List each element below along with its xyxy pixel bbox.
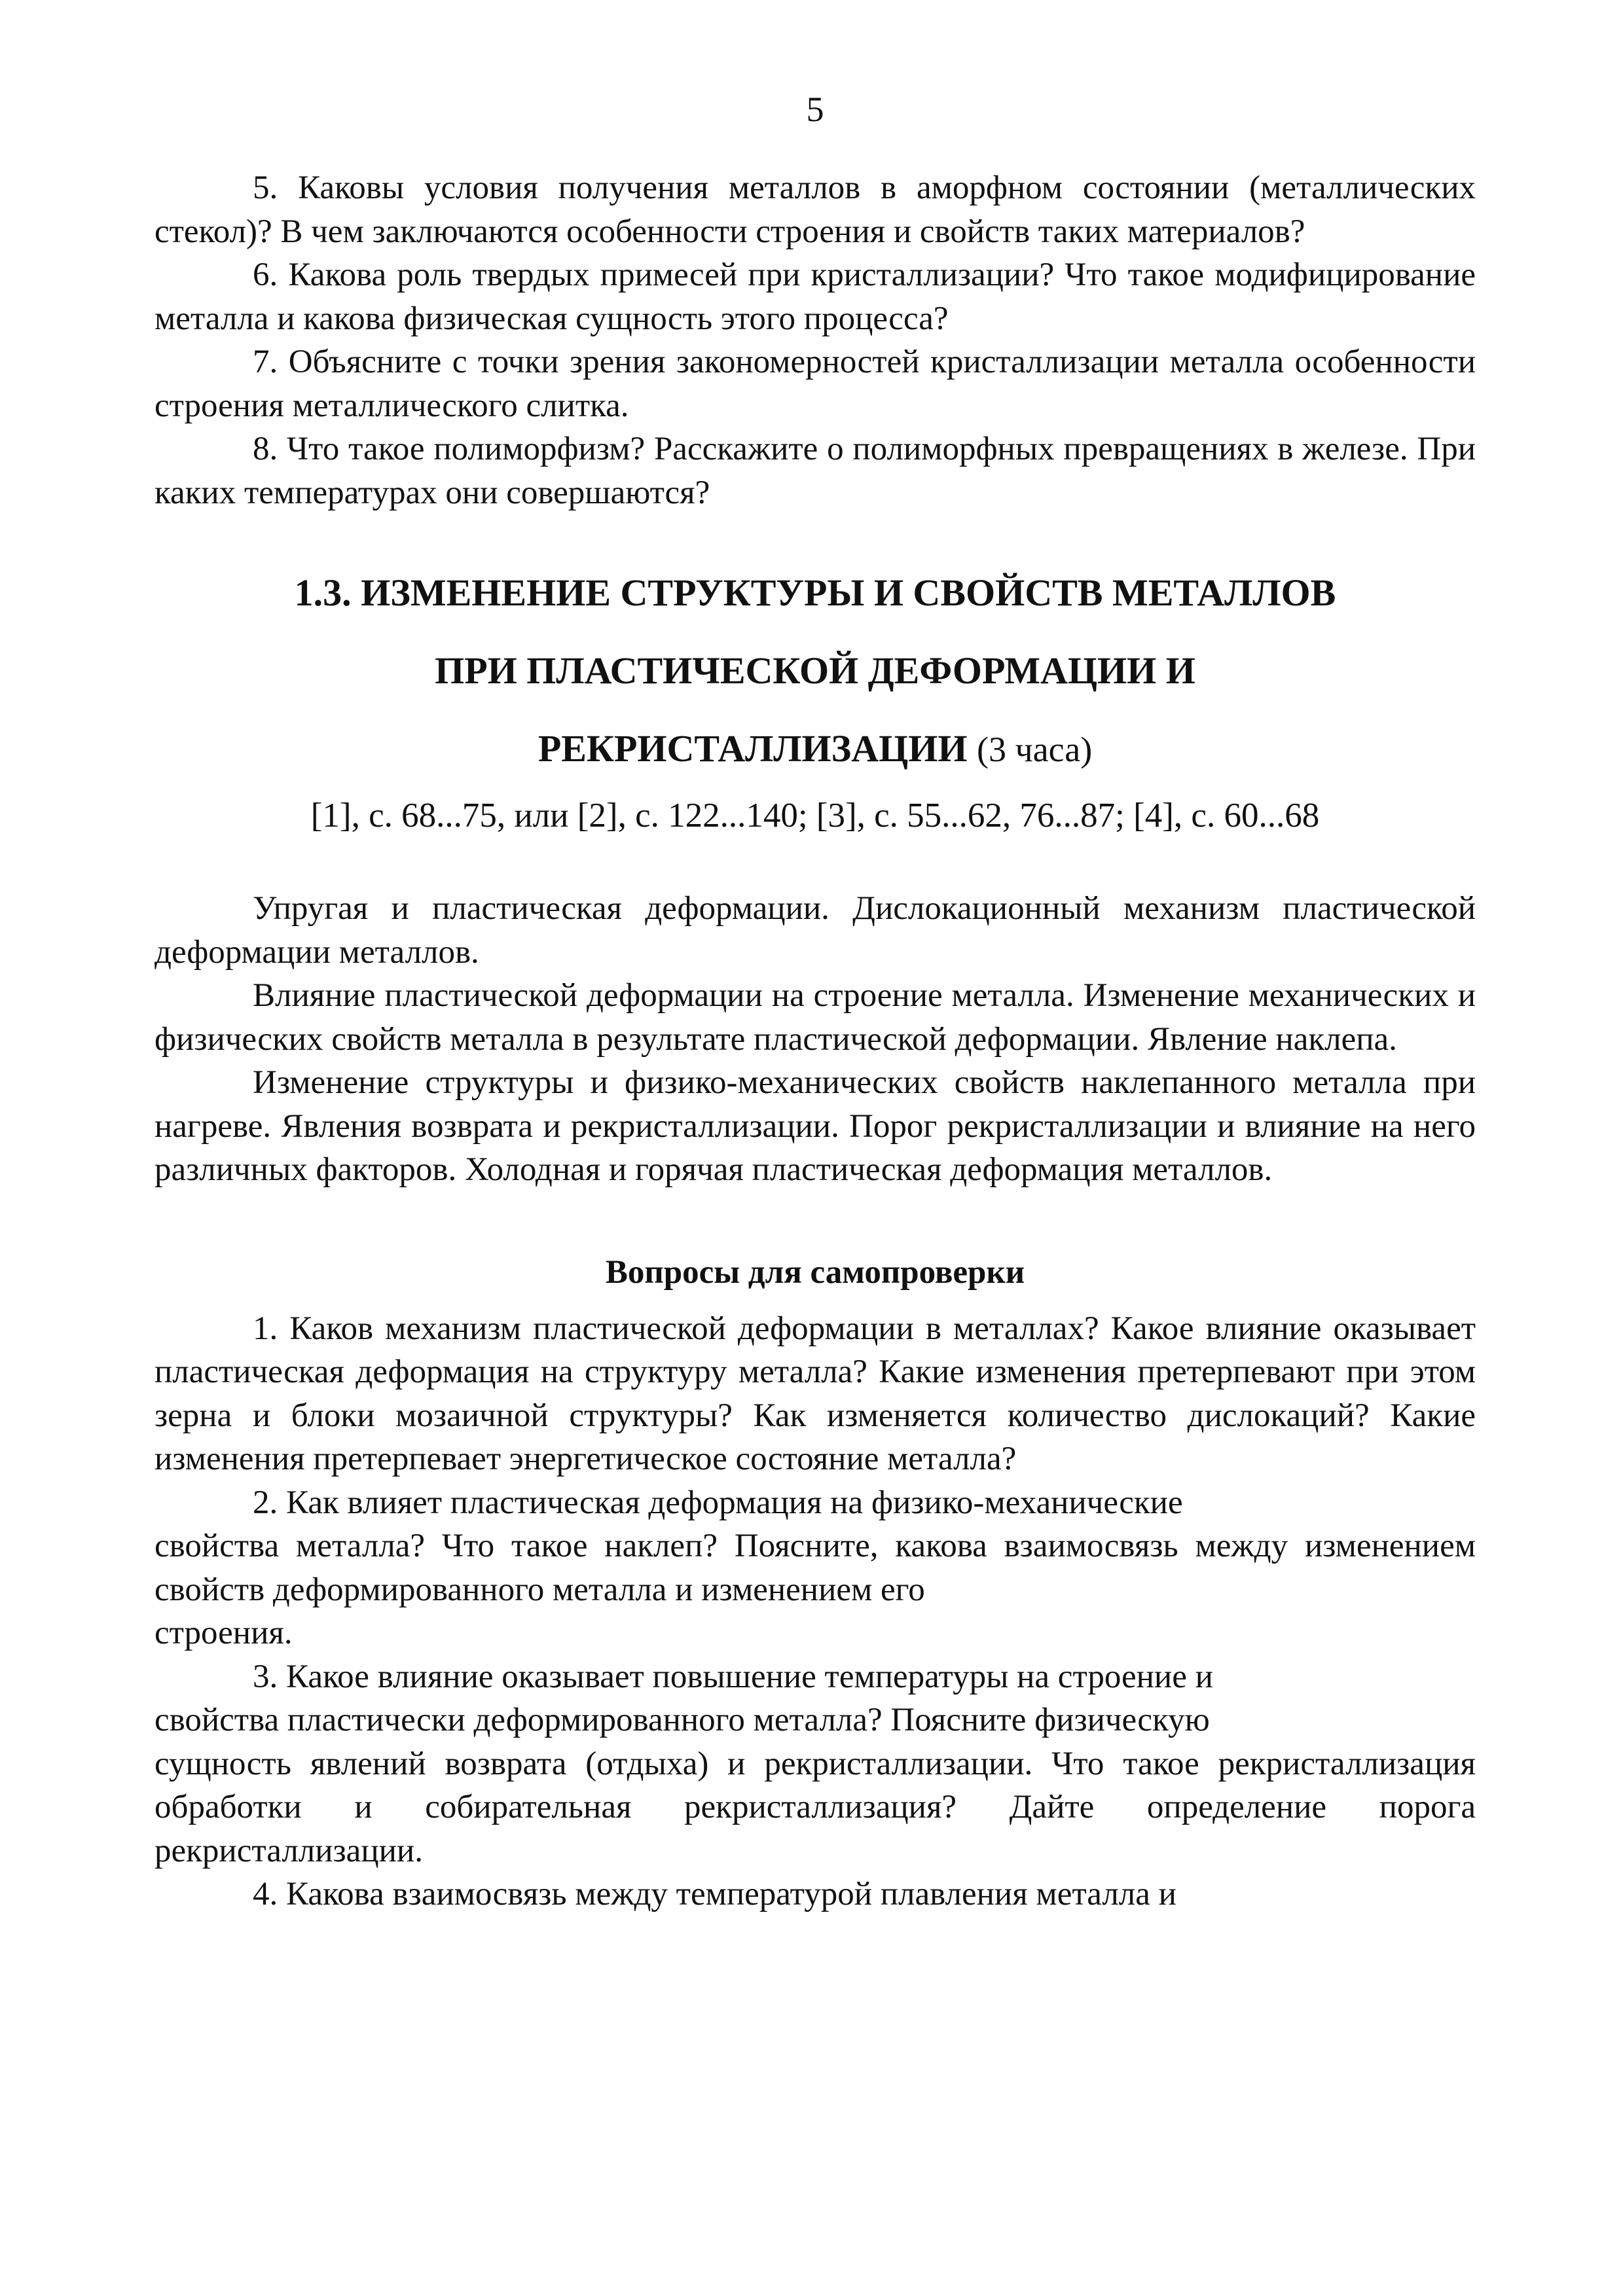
section-hours: (3 часа) xyxy=(976,730,1093,769)
question-6: 6. Какова роль твердых примесей при кристаллизации? Что такое модифицирование металла и какова физическая сущность этого процесса? xyxy=(155,257,1476,337)
question-7: 7. Объясните с точки зрения закономерностей кристаллизации металла особенности строения металлического слитка. xyxy=(155,344,1476,424)
section-title-line-3 xyxy=(155,709,1476,789)
body-paragraph-2: Влияние пластической деформации на строение металла. Изменение механических и физических свойств металла в результате пластической деформации. Явление наклепа. xyxy=(155,977,1476,1058)
section-body xyxy=(155,887,1476,1192)
self-check-question-4-line-1: 4. Какова взаимосвязь между температурой плавления металла и xyxy=(253,1876,1176,1912)
document-page xyxy=(155,92,1476,1916)
section-title-line-1: 1.3. ИЗМЕНЕНИЕ СТРУКТУРЫ И СВОЙСТВ МЕТАЛЛОВ xyxy=(294,571,1336,614)
section-title-word: РЕКРИСТАЛЛИЗАЦИИ xyxy=(538,727,968,770)
section-references: [1], с. 68...75, или [2], с. 122...140; [3], с. 55...62, 76...87; [4], с. 60...68 xyxy=(310,797,1320,834)
self-check-question-2-line-2: свойства металла? Что такое наклеп? Поясните, какова взаимосвязь между изменением свойств деформированного металла и изменением его xyxy=(155,1528,1476,1608)
self-check-question-1: 1. Каков механизм пластической деформации в металлах? Какое влияние оказывает пластическая деформация на структуру металла? Какие изменения претерпевают при этом зерна и блоки мозаичной структуры? Как изменяется количество дислокаций? Какие изменения претерпевает энергетическое состояние металла? xyxy=(155,1310,1476,1477)
question-8: 8. Что такое полиморфизм? Расскажите о полиморфных превращениях в железе. При каких температурах они совершаются? xyxy=(155,431,1476,511)
body-paragraph-3: Изменение структуры и физико-механических свойств наклепанного металла при нагреве. Явления возврата и рекристаллизации. Порог рекристаллизации и влияние на него различных факторов. Холодная и горячая пластическая деформация металлов. xyxy=(155,1064,1476,1188)
self-check-question-3-line-2: свойства пластически деформированного металла? Поясните физическую xyxy=(155,1702,1210,1738)
self-check-heading: Вопросы для самопроверки xyxy=(605,1253,1025,1291)
section-title-line-2: ПРИ ПЛАСТИЧЕСКОЙ ДЕФОРМАЦИИ И xyxy=(435,649,1195,692)
self-check-question-3-line-1: 3. Какое влияние оказывает повышение температуры на строение и xyxy=(253,1658,1213,1695)
self-check-questions xyxy=(155,1307,1476,1916)
page-number: 5 xyxy=(806,90,824,129)
self-check-question-3-rest: сущность явлений возврата (отдыха) и рекристаллизации. Что такое рекристаллизация обработки и собирательная рекристаллизация? Дайте определение порога рекристаллизации. xyxy=(155,1745,1476,1869)
section-title xyxy=(155,554,1476,789)
self-check-question-2-line-3: строения. xyxy=(155,1615,293,1651)
self-check-question-2-line-1: 2. Как влияет пластическая деформация на физико-механические xyxy=(253,1484,1183,1521)
previous-questions xyxy=(155,166,1476,514)
question-5: 5. Каковы условия получения металлов в аморфном состоянии (металлических стекол)? В чем заключаются особенности строения и свойств таких материалов? xyxy=(155,170,1476,250)
body-paragraph-1: Упругая и пластическая деформации. Дислокационный механизм пластической деформации металлов. xyxy=(155,890,1476,971)
